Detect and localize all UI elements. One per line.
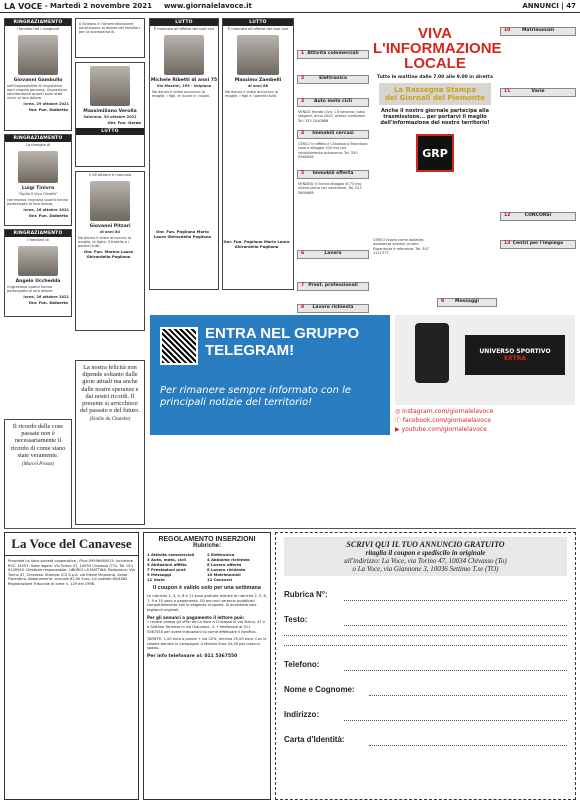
- rubric-item: 12 Concorsi: [207, 577, 232, 582]
- obit-sign: Onr. Fun. Dolberto: [28, 300, 68, 305]
- coupon-line2: all'indirizzo: La Voce, via Torino 47, 10034 Chivasso (To): [344, 557, 507, 565]
- rubric-item: 3 Auto, moto, cicli: [147, 557, 186, 562]
- masthead-body: Proprietà La Voce società cooperativa - P.Iva 09596460015. Iscrizione ROC 14437. Sede legale: Via Torino 47, 10034 Chivasso (TO). Tel. 011 9109340. Direttore responsabile: LIBORIO LA MATTINA. Redazione: Via Torino 47, Chivasso. Stampa: ICS S.p.A. via Ettore Majorana, Sesto Fiorentino. Abbonamenti: annuale 62,00 Euro, c/c postale 60/4062. Registrazione Tribunale di Ivrea n. 129 del 1998.: [8, 559, 135, 586]
- category-9: 9 Messaggi: [437, 298, 497, 307]
- obit-sub: È mancata all'affetto dei suoi cari: [227, 27, 289, 31]
- category-7: 7 Prest. professionali: [297, 282, 369, 291]
- ad-text: VENDO Honda Civic 1.6 benzina, tutta stagioni, anno 2007, ottime condizioni. Tel. 333 2040888: [298, 110, 367, 123]
- divider: [4, 528, 576, 529]
- ad-text: CERCO lavoro come badante, assistenza anziani, pulizie. Esperienza e referenze. Tel. 347 1111373: [373, 238, 429, 256]
- viva-sub: Tutte le mattine dalle 7.00 alle 9.00 in diretta: [377, 75, 493, 80]
- section-name: ANNUNCI: [522, 2, 559, 10]
- obit-sign: Onr. Fun. Garda: [107, 120, 141, 125]
- ad-text: CERCO in affitto a Chivasso o Brandizzo casa o alloggio 100 mq con riscaldamento autonomo. Tel. 320 9560006: [298, 142, 368, 160]
- rules-sub: Rubriche:: [192, 543, 221, 549]
- obit-extra: Via Mazzini, 199 - Volpiano: [156, 84, 212, 88]
- obit-sign: Onr. Fun. Morino Lauro Ghirardello Pogliano: [84, 249, 133, 259]
- rubric-item: 4 Abbiamo richiesta: [207, 557, 250, 562]
- portrait-photo: [18, 246, 58, 276]
- viva-tagline: Anche il nostro giornale partecipa alla trasmissione... per portarvi il meglio dell'informazione del nostro territorio!: [380, 108, 490, 126]
- obit-sign: Onr. Fun. Dolberto: [28, 107, 68, 112]
- telegram-title: ENTRA NEL GRUPPO TELEGRAM!: [205, 325, 360, 359]
- obit-nick: "Sgilla Il Vivo Olivetti": [18, 192, 58, 196]
- rules-pay-list: • recarsi presso gli uffici de La Voce a Chivasso in via Torino, 47 o a Settimo Torinese in via Giannone, 3. • telefonare al 011 5367550 per avere indicazioni su come effettuare il bonifico.: [147, 620, 265, 634]
- field-text-label: Testo:: [284, 615, 308, 624]
- obit-bar: RINGRAZIAMENTO: [5, 230, 71, 237]
- obit-bar: RINGRAZIAMENTO: [5, 19, 71, 26]
- category-12: 12 CONCORSI: [500, 212, 576, 221]
- obit-sign: Onr. Fun. Pogliano Mario Lauro Ghirardello Pogliano: [153, 229, 212, 239]
- obit-card: [4, 18, 72, 131]
- rubric-item: 6 Lavoro offerta: [207, 562, 242, 567]
- category-8: 8 Lavoro richiesta: [297, 304, 369, 313]
- category-1: 1 Attività commerciali: [297, 50, 369, 59]
- viva-title: VIVA L'INFORMAZIONE LOCALE: [373, 25, 502, 72]
- field-name-label: Nome e Cognome:: [284, 685, 355, 694]
- obit-name: Giovanni Gambullo: [13, 78, 63, 83]
- portrait-photo: [237, 35, 279, 75]
- portrait-photo: [90, 66, 131, 106]
- obit-sign: Onr. Fun. Dolberto: [28, 213, 68, 218]
- field-rubric-label: Rubrica N°:: [284, 590, 328, 599]
- portrait-photo: [164, 35, 205, 75]
- obit-text: commossa ringrazia quanti hanno partecipato al loro dolore.: [7, 198, 69, 206]
- obit-card: [75, 62, 145, 167]
- sport-banner: [465, 335, 565, 375]
- obit-card: [222, 18, 294, 290]
- obit-date: Ivrea, 29 ottobre 2021: [23, 102, 69, 106]
- masthead-title: La Voce del Canavese: [5, 533, 138, 556]
- coupon-line1: ritaglia il coupon e spediscilo in originale: [365, 549, 486, 557]
- grp-logo: GRP: [416, 134, 454, 172]
- obit-sub: È mancata all'affetto dei suoi cari: [153, 27, 215, 31]
- instagram-link[interactable]: ◎ instagram.com/giornalelavoce: [395, 408, 494, 415]
- obit-name: Giovanni Pitzari: [89, 224, 131, 229]
- obit-text: nell'impossibilità di ringraziare ogni singola persona, ringraziano sentitamente quanti sono stati vicini al loro dolore.: [7, 84, 67, 100]
- field-text-input[interactable]: [344, 616, 567, 626]
- field-name-input[interactable]: [369, 686, 567, 696]
- quote-author: (Marcel Proust): [22, 462, 54, 468]
- obit-date: Salerano, 30 ottobre 2021: [83, 115, 137, 119]
- obit-name: Angelo Ucchedda: [15, 279, 61, 284]
- telegram-panel: [150, 315, 390, 435]
- sport-banner-extra: EXTRA: [503, 355, 527, 362]
- rubric-item: 1 Attività commerciali: [147, 552, 195, 557]
- coupon-header: [284, 537, 567, 576]
- rubric-item: 5 Abitazioni affitto: [147, 562, 187, 567]
- rules-box: [143, 532, 271, 800]
- obit-sub: La famiglia di: [25, 143, 51, 147]
- field-phone-label: Telefono:: [284, 660, 320, 669]
- field-address-label: Indirizzo:: [284, 710, 320, 719]
- obit-text: Ne danno il triste annuncio la moglie, le figlie, il fratello e i parenti tutti.: [78, 236, 131, 248]
- rubric-item: 9 Messaggi: [147, 572, 172, 577]
- obit-bar: LUTTO: [76, 128, 144, 135]
- sport-banner-text: UNIVERSO SPORTIVO: [479, 348, 551, 355]
- quote-text: Il ricordo delle cose passate non è necessariamente il ricordo di come siano state veramente.: [10, 423, 66, 459]
- rubric-item: 10 Matrimoniali: [207, 572, 241, 577]
- masthead-box: [4, 532, 139, 800]
- portrait-photo: [18, 35, 58, 75]
- rules-price: TARIFFE: 1,00 euro a parola + iva 22%, minimo 25,00 euro. Con le caselle barrate in campagna: A Modulo Euro 20,00 per ciascun spazio.: [147, 637, 267, 651]
- field-id-input[interactable]: [369, 736, 567, 746]
- obit-date: Ivrea, 26 ottobre 2021: [23, 208, 69, 212]
- facebook-link[interactable]: ⓕ facebook.com/giornalelavoce: [395, 417, 491, 424]
- portrait-photo: [18, 151, 58, 183]
- obit-card: [4, 134, 72, 226]
- field-id-label: Carta d'Identità:: [284, 735, 345, 744]
- quote-author: (Emilie du Chatelet): [89, 417, 131, 423]
- obit-text: ringraziano quanti hanno partecipato al loro dolore.: [7, 285, 54, 293]
- rules-pay: Per gli annunci a pagamento il lettore può:: [147, 615, 245, 621]
- rubric-item: 8 Lavoro richiesta: [207, 567, 246, 572]
- viva-band: [379, 83, 491, 105]
- quote-text: La nostra felicità non dipende soltanto dalle gioie attuali ma anche dalle nostre speranze e dai nostri ricordi. Il presente si arricchisce del passato e del futuro.: [80, 364, 140, 415]
- ad-coupon-form: [275, 532, 576, 800]
- page-header: [0, 0, 580, 13]
- obit-text: Ne danno il triste annuncio la moglie, i figli e i parenti tutti.: [225, 90, 278, 98]
- telegram-sub: Per rimanere sempre informato con le principali notizie del territorio!: [160, 385, 352, 408]
- obit-bar: RINGRAZIAMENTO: [5, 135, 71, 142]
- rubric-item: 7 Prestazioni prof.: [147, 567, 187, 572]
- obit-extra: di anni 88: [247, 84, 269, 88]
- obit-card: [75, 171, 145, 331]
- viva-line1: La Rassegna Stampa: [393, 86, 477, 94]
- rules-title: REGOLAMENTO INSERZIONI: [158, 536, 256, 543]
- obit-bar: LUTTO: [223, 19, 293, 26]
- obit-name: Massimo Zambelli: [234, 78, 282, 83]
- rubric-list: [147, 552, 267, 582]
- obit-text: Ne danno il triste annuncio la moglie, i figli, le nuore e i nipoti.: [152, 90, 211, 98]
- category-11: 11 Varie: [500, 88, 576, 97]
- obit-name: Massimiliano Verolla: [83, 109, 137, 114]
- coupon-line3: o La Voce, via Giannone 3, 10036 Settimo T.se (TO): [352, 565, 499, 573]
- page-number: | 47: [561, 2, 576, 10]
- ad-text: VENDESI in Torino alloggio di 73 mq, ultimo piano con ascensore. Tel. 011 5890668: [298, 182, 362, 195]
- obit-text: Il Sindaco e l'Amministrazione partecipano al dolore dei familiari per la scomparsa di: [79, 22, 140, 34]
- rubric-item: 11 Varie: [147, 577, 165, 582]
- portrait-photo: [90, 181, 131, 221]
- site-preview: [395, 315, 575, 405]
- coupon-note: Il coupon è valido solo per una settimana: [153, 585, 261, 591]
- telegram-banner: [0, 315, 580, 455]
- social-links: [395, 407, 575, 434]
- obit-date: Ivrea, 26 ottobre 2021: [23, 295, 69, 299]
- qr-code-icon[interactable]: [160, 327, 198, 365]
- rules-info: Per info telefonare al: 011 5367550: [147, 653, 238, 659]
- phone-mockup: [415, 323, 449, 383]
- field-text-input-2[interactable]: [284, 626, 567, 636]
- category-4: 4 Immobili cercasi: [297, 130, 369, 139]
- obit-sub: Il 26 ottobre è mancato: [88, 173, 132, 177]
- obit-name: Michele Ribetti di anni 75: [150, 78, 218, 83]
- obit-sign: Onr. Fun. Pogliano Mario Lauro Ghirardello Pogliano: [223, 239, 290, 249]
- field-address-input[interactable]: [344, 711, 567, 721]
- obit-card: [75, 18, 145, 58]
- obit-sub: I familiari di: [27, 238, 49, 242]
- rules-body: Le rubriche 1, 3, 4, 8 e 11 sono gratuite mentre le rubriche 2, 5, 6, 7, 9 e 10 sono a pagamento. Gli annunci saranno pubblicati compatibilmente con le esigenze di spazio. Si accettano solo tagliandi originali.: [147, 594, 267, 612]
- paper-name: LA VOCE: [4, 1, 43, 11]
- obit-sub: I familiari ed i congiunti: [16, 27, 60, 31]
- rubric-item: 2 Elettronica: [207, 552, 235, 557]
- youtube-link[interactable]: ▶ youtube.com/giornalelavoce: [395, 426, 487, 433]
- viva-ad: [373, 18, 502, 235]
- field-phone-input[interactable]: [344, 661, 567, 671]
- coupon-title: SCRIVI QUI IL TUO ANNUNCIO GRATUITO: [346, 540, 505, 549]
- obit-extra: di anni 84: [99, 230, 121, 234]
- category-6: 6 Lavoro: [297, 250, 369, 259]
- viva-line2: dei Giornali del Piemonte: [385, 94, 485, 102]
- issue-date: - Martedì 2 novembre 2021: [44, 2, 152, 10]
- obit-card: [149, 18, 219, 290]
- category-3: 3 Auto moto cicli: [297, 98, 369, 107]
- obit-bar: LUTTO: [150, 19, 218, 26]
- category-13: 13 Centri per l'impiego: [500, 240, 576, 249]
- category-5: 5 Immobili offerta: [297, 170, 369, 179]
- field-text-input-3[interactable]: [284, 636, 567, 646]
- category-10: 10 Matrimoniali: [500, 27, 576, 36]
- site-url[interactable]: www.giornalelavoce.it: [163, 2, 252, 10]
- field-rubric-input[interactable]: [344, 591, 567, 601]
- category-2: 2 Elettronica: [297, 75, 369, 84]
- obit-card: [4, 229, 72, 317]
- obit-name: Luigi Tinivra: [21, 186, 55, 191]
